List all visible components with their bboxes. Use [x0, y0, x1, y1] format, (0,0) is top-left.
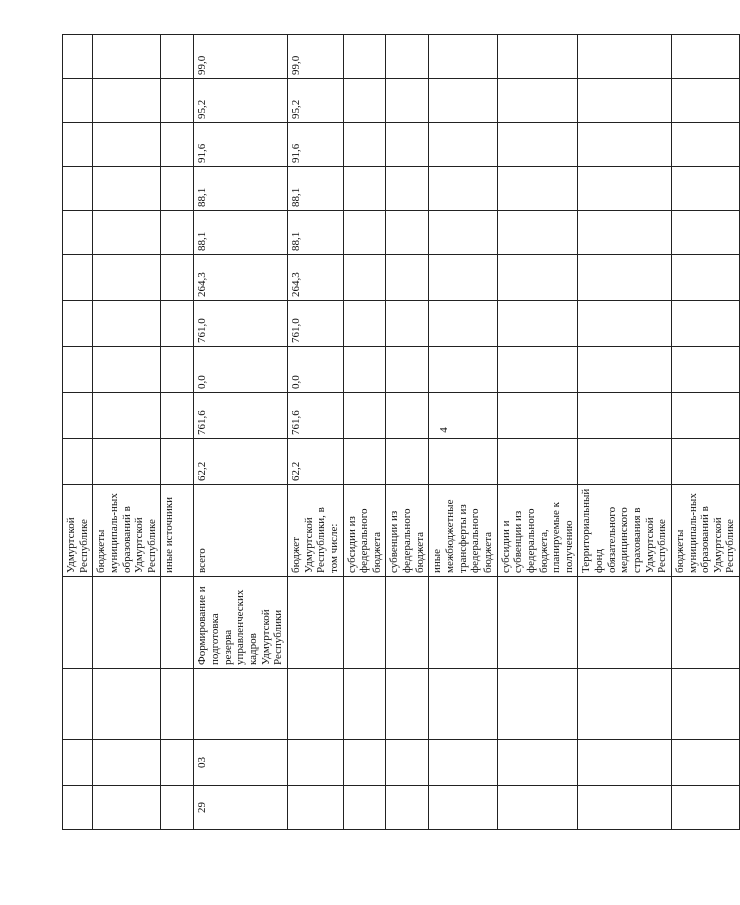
table-row	[386, 35, 429, 830]
table-row	[93, 35, 161, 830]
cell-program-code	[161, 786, 194, 830]
cell-program-code	[343, 786, 386, 830]
cell-amount	[93, 79, 161, 123]
cell-amount: 264,3	[194, 255, 287, 301]
cell-amount	[578, 439, 671, 485]
cell-program-code	[429, 786, 497, 830]
table-row	[287, 35, 343, 830]
cell-amount	[386, 79, 429, 123]
cell-amount	[578, 347, 671, 393]
cell-amount: 95,2	[194, 79, 287, 123]
cell-program-code: 29	[194, 786, 287, 830]
cell-measure-name	[161, 577, 194, 669]
cell-subprogram-code	[429, 740, 497, 786]
cell-measure-name	[343, 577, 386, 669]
cell-amount	[343, 255, 386, 301]
table-row	[343, 35, 386, 830]
cell-amount: 99,0	[287, 35, 343, 79]
cell-amount	[343, 35, 386, 79]
cell-program-code	[671, 786, 739, 830]
cell-empty	[386, 669, 429, 740]
cell-amount	[343, 123, 386, 167]
cell-empty	[194, 669, 287, 740]
cell-empty	[93, 669, 161, 740]
cell-amount	[429, 211, 497, 255]
cell-amount	[578, 211, 671, 255]
cell-amount	[63, 35, 93, 79]
cell-amount: 88,1	[287, 167, 343, 211]
cell-amount	[429, 393, 497, 439]
cell-amount	[671, 79, 739, 123]
cell-amount	[429, 123, 497, 167]
table-row	[497, 35, 578, 830]
cell-amount	[93, 35, 161, 79]
cell-measure-name	[671, 577, 739, 669]
cell-amount	[63, 301, 93, 347]
cell-program-code	[386, 786, 429, 830]
cell-measure-name: Формирование и подготовка резерва управленческих кадров Удмуртской Республики	[194, 577, 287, 669]
table-row	[63, 35, 93, 830]
cell-amount	[429, 35, 497, 79]
cell-amount	[161, 167, 194, 211]
cell-amount: 761,0	[287, 301, 343, 347]
cell-subprogram-code	[578, 740, 671, 786]
cell-amount	[93, 393, 161, 439]
cell-program-code	[497, 786, 578, 830]
cell-amount	[161, 35, 194, 79]
cell-amount	[343, 439, 386, 485]
cell-measure-name	[63, 577, 93, 669]
funding-table	[62, 34, 740, 830]
page-number: 4	[438, 427, 450, 433]
cell-program-code	[63, 786, 93, 830]
cell-amount	[93, 255, 161, 301]
cell-measure-name	[429, 577, 497, 669]
cell-amount	[671, 167, 739, 211]
cell-amount	[578, 35, 671, 79]
cell-amount	[497, 123, 578, 167]
cell-amount	[343, 211, 386, 255]
cell-amount	[93, 211, 161, 255]
cell-amount	[63, 167, 93, 211]
cell-amount	[93, 439, 161, 485]
cell-subprogram-code	[93, 740, 161, 786]
cell-program-code	[93, 786, 161, 830]
cell-amount	[93, 301, 161, 347]
cell-amount	[671, 211, 739, 255]
cell-amount: 761,6	[287, 393, 343, 439]
cell-empty	[671, 669, 739, 740]
cell-funding-source: бюджеты муниципаль-ных образований в Удмуртской Республике	[671, 485, 739, 577]
cell-amount	[343, 301, 386, 347]
cell-funding-source: бюджеты муниципаль-ных образований в Удмуртской Республике	[93, 485, 161, 577]
cell-funding-source: иные источники	[161, 485, 194, 577]
cell-program-code	[287, 786, 343, 830]
cell-amount	[63, 439, 93, 485]
cell-amount	[386, 167, 429, 211]
cell-subprogram-code	[63, 740, 93, 786]
cell-funding-source: субсидии и субвенции из федерального бюджета, планируемые к получению	[497, 485, 578, 577]
cell-amount	[161, 393, 194, 439]
table-row	[161, 35, 194, 830]
cell-amount	[161, 255, 194, 301]
cell-amount	[63, 211, 93, 255]
cell-amount	[343, 347, 386, 393]
cell-measure-name	[93, 577, 161, 669]
cell-amount	[161, 211, 194, 255]
cell-amount: 88,1	[287, 211, 343, 255]
cell-subprogram-code	[386, 740, 429, 786]
cell-amount	[497, 211, 578, 255]
cell-empty	[343, 669, 386, 740]
cell-amount	[161, 79, 194, 123]
cell-empty	[429, 669, 497, 740]
cell-amount	[671, 347, 739, 393]
table-row	[671, 35, 739, 830]
cell-amount	[93, 123, 161, 167]
cell-empty	[497, 669, 578, 740]
cell-amount	[671, 439, 739, 485]
cell-amount	[497, 79, 578, 123]
cell-amount	[671, 123, 739, 167]
cell-funding-source: субвенции из федерального бюджета	[386, 485, 429, 577]
cell-amount	[63, 255, 93, 301]
cell-amount: 761,0	[194, 301, 287, 347]
cell-amount	[93, 347, 161, 393]
cell-amount	[671, 255, 739, 301]
cell-amount	[429, 79, 497, 123]
cell-subprogram-code	[671, 740, 739, 786]
cell-amount	[497, 35, 578, 79]
cell-amount: 95,2	[287, 79, 343, 123]
cell-amount	[671, 301, 739, 347]
cell-amount	[429, 301, 497, 347]
cell-amount: 91,6	[194, 123, 287, 167]
cell-amount	[386, 123, 429, 167]
cell-amount: 99,0	[194, 35, 287, 79]
cell-measure-name	[386, 577, 429, 669]
cell-amount	[386, 393, 429, 439]
cell-amount	[429, 439, 497, 485]
cell-amount	[497, 255, 578, 301]
cell-amount: 0,0	[194, 347, 287, 393]
cell-funding-source: бюджет Удмуртской Республики, в том числе:	[287, 485, 343, 577]
cell-amount	[578, 301, 671, 347]
cell-amount	[161, 301, 194, 347]
table-row	[194, 35, 287, 830]
cell-amount	[161, 347, 194, 393]
cell-amount	[161, 439, 194, 485]
cell-funding-source: Территориальный фонд обязательного медицинского страхования в Удмуртской Республике	[578, 485, 671, 577]
cell-amount	[429, 167, 497, 211]
cell-amount: 761,6	[194, 393, 287, 439]
cell-amount	[386, 347, 429, 393]
cell-amount	[671, 35, 739, 79]
cell-amount	[63, 123, 93, 167]
cell-amount	[578, 167, 671, 211]
cell-measure-name	[287, 577, 343, 669]
cell-amount	[63, 79, 93, 123]
cell-amount	[497, 347, 578, 393]
cell-empty	[63, 669, 93, 740]
cell-amount	[93, 167, 161, 211]
cell-amount: 88,1	[194, 167, 287, 211]
cell-program-code	[578, 786, 671, 830]
cell-amount: 264,3	[287, 255, 343, 301]
cell-amount	[343, 393, 386, 439]
cell-amount	[429, 255, 497, 301]
cell-amount: 88,1	[194, 211, 287, 255]
cell-measure-name	[497, 577, 578, 669]
rotated-table-container	[62, 35, 737, 830]
cell-amount	[578, 79, 671, 123]
cell-amount	[578, 255, 671, 301]
cell-amount	[343, 167, 386, 211]
cell-subprogram-code	[497, 740, 578, 786]
cell-amount	[386, 301, 429, 347]
cell-amount	[63, 347, 93, 393]
table-row	[578, 35, 671, 830]
cell-amount	[386, 35, 429, 79]
cell-amount	[386, 439, 429, 485]
cell-amount	[386, 255, 429, 301]
cell-funding-source: иные межбюджетные трансферты из федерального бюджета	[429, 485, 497, 577]
cell-amount	[161, 123, 194, 167]
cell-subprogram-code: 03	[194, 740, 287, 786]
cell-amount	[63, 393, 93, 439]
cell-funding-source: Удмуртской Республике	[63, 485, 93, 577]
cell-funding-source: всего	[194, 485, 287, 577]
cell-amount: 62,2	[287, 439, 343, 485]
cell-empty	[578, 669, 671, 740]
cell-amount	[497, 393, 578, 439]
cell-measure-name	[578, 577, 671, 669]
cell-amount: 62,2	[194, 439, 287, 485]
cell-amount	[386, 211, 429, 255]
cell-amount: 91,6	[287, 123, 343, 167]
cell-subprogram-code	[287, 740, 343, 786]
cell-amount	[497, 167, 578, 211]
cell-amount	[671, 393, 739, 439]
cell-amount: 0,0	[287, 347, 343, 393]
cell-amount	[578, 393, 671, 439]
cell-amount	[343, 79, 386, 123]
cell-subprogram-code	[343, 740, 386, 786]
cell-amount	[497, 439, 578, 485]
table-row	[429, 35, 497, 830]
cell-amount	[578, 123, 671, 167]
cell-funding-source: субсидии из федерального бюджета	[343, 485, 386, 577]
cell-empty	[161, 669, 194, 740]
cell-empty	[287, 669, 343, 740]
cell-amount	[497, 301, 578, 347]
cell-amount	[429, 347, 497, 393]
cell-subprogram-code	[161, 740, 194, 786]
